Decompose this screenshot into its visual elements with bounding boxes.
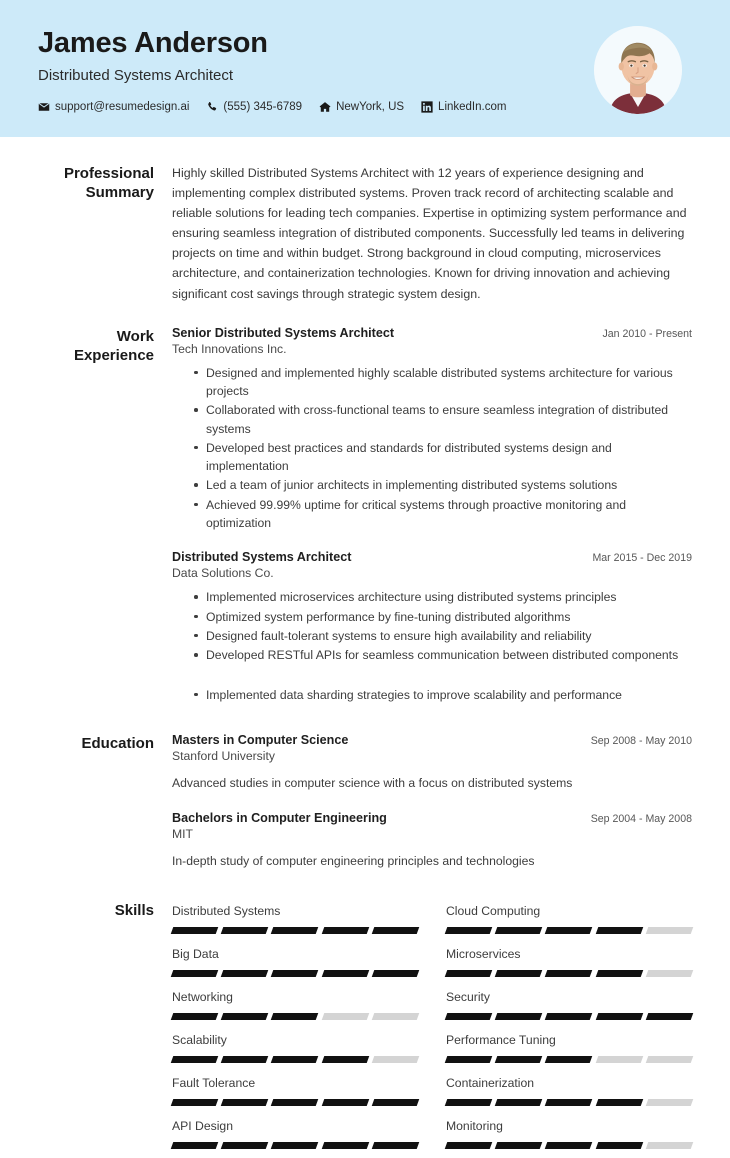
education-body	[172, 733, 692, 873]
education-degree: Masters in Computer Science	[172, 732, 349, 747]
skill-level-bar	[446, 1142, 692, 1149]
skill-level-segment	[495, 1013, 543, 1020]
list-item: Led a team of junior architects in implementing distributed systems solutions	[194, 476, 692, 494]
skill-item	[446, 943, 692, 986]
work-org: Tech Innovations Inc.	[172, 341, 287, 356]
skill-name: Cloud Computing	[446, 903, 541, 918]
skill-level-segment	[372, 1013, 420, 1020]
skill-name: API Design	[172, 1118, 233, 1133]
education-school: Stanford University	[172, 748, 275, 763]
skill-item	[172, 986, 418, 1029]
list-item: Achieved 99.99% uptime for critical systems through proactive monitoring and optimization	[194, 496, 692, 533]
section-label-work: Work Experience	[73, 327, 154, 364]
skill-level-bar	[446, 1056, 692, 1063]
skill-level-segment	[595, 1013, 643, 1020]
skill-level-segment	[271, 1099, 319, 1106]
education-description: Advanced studies in computer science with a focus on distributed systems	[172, 775, 573, 790]
skill-level-segment	[221, 1056, 269, 1063]
envelope-icon	[38, 101, 50, 113]
summary-text: Highly skilled Distributed Systems Architect with 12 years of experience designing and implementing complex distributed systems. Proven track record of architecting scalable and reliable solutions for leading tech companies. Expertise in optimizing system performance and ensuring seamless integration of distributed components. Successfully led teams in delivering projects on time and within budget. Strong background in cloud computing, microservices architecture, and containerization technologies. Known for driving innovation and achieving significant cost savings through strategic system design.	[172, 166, 687, 301]
skill-level-segment	[271, 1013, 319, 1020]
skill-name: Fault Tolerance	[172, 1075, 256, 1090]
work-date: Mar 2015 - Dec 2019	[592, 552, 692, 565]
skill-level-segment	[372, 927, 420, 934]
skill-level-segment	[171, 1056, 219, 1063]
avatar-photo	[594, 26, 682, 114]
work-entry-head	[172, 550, 692, 564]
skill-item	[172, 900, 418, 943]
skill-level-segment	[495, 1056, 543, 1063]
skill-name: Scalability	[172, 1032, 227, 1047]
contact-linkedin[interactable]	[421, 101, 506, 113]
skill-level-segment	[372, 1056, 420, 1063]
skill-level-segment	[321, 970, 369, 977]
skill-level-segment	[321, 927, 369, 934]
skill-item	[446, 986, 692, 1029]
list-item: Developed RESTful APIs for seamless communication between distributed components	[194, 646, 692, 664]
skill-level-segment	[221, 970, 269, 977]
skill-level-segment	[545, 1099, 593, 1106]
skill-item	[446, 900, 692, 943]
skill-level-segment	[271, 927, 319, 934]
education-school: MIT	[172, 826, 193, 841]
contact-linkedin-label: LinkedIn.com	[438, 101, 507, 114]
skill-level-segment	[171, 1142, 219, 1149]
skill-level-segment	[445, 1013, 493, 1020]
work-entry	[172, 326, 692, 533]
list-item: Developed best practices and standards for distributed systems design and implementation	[194, 439, 692, 476]
skill-level-segment	[646, 1056, 694, 1063]
skill-level-segment	[445, 970, 493, 977]
work-org: Data Solutions Co.	[172, 566, 274, 581]
home-icon	[319, 101, 331, 113]
work-body	[172, 326, 692, 706]
work-role: Senior Distributed Systems Architect	[172, 325, 395, 340]
section-work-experience	[38, 326, 692, 706]
skill-level-segment	[372, 1099, 420, 1106]
page-title: James Anderson	[38, 26, 268, 59]
skill-name: Big Data	[172, 946, 219, 961]
skill-level-segment	[321, 1142, 369, 1149]
skill-level-segment	[445, 927, 493, 934]
linkedin-icon	[421, 101, 433, 113]
skill-name: Monitoring	[446, 1118, 503, 1133]
skill-level-segment	[171, 1099, 219, 1106]
skill-level-segment	[646, 927, 694, 934]
education-entry	[172, 811, 692, 871]
section-label-education: Education	[81, 734, 154, 752]
header-identity	[38, 26, 506, 114]
section-skills	[38, 900, 692, 1158]
skill-level-segment	[171, 1013, 219, 1020]
skill-name: Distributed Systems	[172, 903, 281, 918]
skill-level-segment	[221, 1013, 269, 1020]
skill-level-segment	[595, 927, 643, 934]
skill-level-segment	[495, 1099, 543, 1106]
education-description: In-depth study of computer engineering principles and technologies	[172, 853, 535, 868]
skill-level-segment	[545, 1013, 593, 1020]
skill-level-bar	[446, 1013, 692, 1020]
skill-level-segment	[545, 927, 593, 934]
skill-level-segment	[445, 1056, 493, 1063]
resume-header	[0, 0, 730, 137]
education-date: Sep 2004 - May 2008	[590, 812, 692, 825]
contact-row	[38, 101, 506, 113]
skill-level-segment	[646, 970, 694, 977]
skill-name: Performance Tuning	[446, 1032, 556, 1047]
summary-body	[172, 163, 692, 304]
section-professional-summary	[38, 163, 692, 304]
education-entry-head	[172, 811, 692, 825]
skill-item	[172, 1029, 418, 1072]
skill-level-segment	[595, 970, 643, 977]
work-date: Jan 2010 - Present	[602, 327, 692, 340]
skill-level-bar	[172, 1099, 418, 1106]
skill-level-segment	[595, 1056, 643, 1063]
skill-level-segment	[495, 1142, 543, 1149]
work-entry-head	[172, 326, 692, 340]
education-date: Sep 2008 - May 2010	[590, 734, 692, 747]
skill-level-bar	[172, 927, 418, 934]
skill-level-segment	[171, 970, 219, 977]
education-entry	[172, 733, 692, 793]
skill-level-segment	[646, 1142, 694, 1149]
work-bullets	[172, 588, 692, 703]
skill-item	[446, 1115, 692, 1158]
skill-level-segment	[595, 1142, 643, 1149]
contact-phone-label: (555) 345-6789	[223, 101, 303, 114]
list-item: Collaborated with cross-functional teams to ensure seamless integration of distributed systems	[194, 401, 692, 438]
education-entry-head	[172, 733, 692, 747]
skill-level-segment	[221, 1142, 269, 1149]
skill-item	[172, 943, 418, 986]
skill-level-segment	[372, 1142, 420, 1149]
resume-content	[0, 137, 730, 1158]
list-item: Implemented data sharding strategies to improve scalability and performance	[194, 686, 692, 704]
skill-level-segment	[171, 927, 219, 934]
skill-level-segment	[321, 1056, 369, 1063]
section-education	[38, 733, 692, 873]
section-label-skills: Skills	[114, 901, 154, 919]
skill-level-segment	[271, 1056, 319, 1063]
skill-level-bar	[446, 1099, 692, 1106]
phone-icon	[206, 101, 218, 113]
skill-item	[446, 1029, 692, 1072]
skill-item	[446, 1072, 692, 1115]
skill-level-segment	[445, 1142, 493, 1149]
section-label-summary: Professional Summary	[63, 165, 154, 202]
skill-level-bar	[172, 1013, 418, 1020]
skill-level-segment	[545, 1142, 593, 1149]
skill-name: Security	[446, 989, 491, 1004]
skill-level-segment	[321, 1013, 369, 1020]
contact-phone[interactable]	[206, 101, 302, 113]
skill-level-segment	[545, 970, 593, 977]
skill-level-segment	[545, 1056, 593, 1063]
skill-level-segment	[271, 1142, 319, 1149]
work-bullets	[172, 364, 692, 533]
skill-level-segment	[445, 1099, 493, 1106]
skill-level-segment	[495, 970, 543, 977]
skills-body	[172, 900, 692, 1158]
contact-email[interactable]	[38, 101, 189, 113]
skill-level-segment	[321, 1099, 369, 1106]
skill-level-bar	[446, 970, 692, 977]
skill-level-segment	[495, 927, 543, 934]
list-item: Implemented microservices architecture using distributed systems principles	[194, 588, 692, 606]
skill-item	[172, 1072, 418, 1115]
skill-item	[172, 1115, 418, 1158]
education-degree: Bachelors in Computer Engineering	[172, 810, 387, 825]
contact-email-label: support@resumedesign.ai	[55, 101, 190, 114]
skill-name: Microservices	[446, 946, 521, 961]
skill-level-segment	[372, 970, 420, 977]
avatar	[594, 26, 682, 114]
skill-level-segment	[271, 970, 319, 977]
skill-level-segment	[646, 1013, 694, 1020]
skill-level-bar	[446, 927, 692, 934]
contact-location-label: NewYork, US	[336, 101, 405, 114]
work-role: Distributed Systems Architect	[172, 550, 352, 565]
job-title: Distributed Systems Architect	[38, 67, 234, 85]
skill-level-segment	[221, 1099, 269, 1106]
skills-grid	[172, 900, 692, 1158]
skill-level-bar	[172, 1142, 418, 1149]
list-item: Designed and implemented highly scalable distributed systems architecture for various projects	[194, 364, 692, 401]
skill-level-segment	[595, 1099, 643, 1106]
skill-level-segment	[221, 927, 269, 934]
skill-level-segment	[646, 1099, 694, 1106]
work-entry	[172, 550, 692, 703]
skill-name: Networking	[172, 989, 233, 1004]
skill-level-bar	[172, 1056, 418, 1063]
list-item: Designed fault-tolerant systems to ensure high availability and reliability	[194, 627, 692, 645]
contact-location[interactable]	[319, 101, 404, 113]
list-item: Optimized system performance by fine-tuning distributed algorithms	[194, 608, 692, 626]
skill-level-bar	[172, 970, 418, 977]
skill-name: Containerization	[446, 1075, 535, 1090]
